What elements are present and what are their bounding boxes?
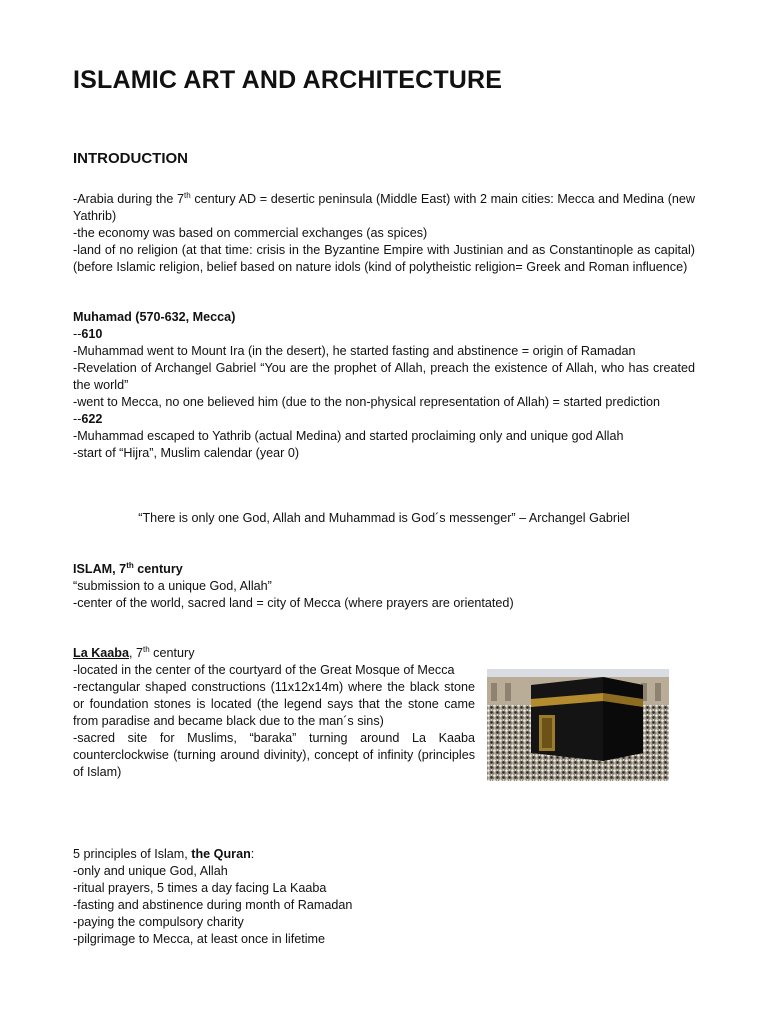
- principles-section: [73, 846, 695, 948]
- year-610: [73, 326, 695, 343]
- islam-line-2: -center of the world, sacred land = city of Mecca (where prayers are orientated): [73, 596, 514, 610]
- kaaba-section: [73, 645, 475, 781]
- year-610-value: 610: [81, 327, 103, 341]
- principles-intro: [73, 846, 695, 863]
- principles-intro-text: 5 principles of Islam,: [73, 847, 192, 861]
- kaaba-heading-sup: th: [143, 645, 150, 654]
- muhamad-heading: Muhamad (570-632, Mecca): [73, 310, 236, 324]
- kaaba-heading-title: La Kaaba: [73, 646, 129, 660]
- year-622-value: 622: [81, 412, 103, 426]
- kaaba-heading-rest: , 7: [129, 646, 144, 660]
- intro-p1-text: -Arabia during the 7: [73, 192, 185, 206]
- muhamad-line-4: -Muhammad escaped to Yathrib (actual Medina) and started proclaiming only and unique god Allah: [73, 429, 624, 443]
- intro-p1-sup: th: [184, 191, 191, 200]
- muhamad-section: [73, 309, 695, 462]
- year-622-prefix: --: [73, 412, 82, 426]
- year-610-prefix: --: [73, 327, 82, 341]
- islam-heading-text-cont: century: [133, 562, 183, 576]
- introduction-heading: INTRODUCTION: [73, 150, 188, 167]
- kaaba-line-3: -sacred site for Muslims, “baraka” turning around La Kaaba counterclockwise (turning around divinity), concept of infinity (principles of Islam): [73, 731, 475, 779]
- kaaba-line-2: -rectangular shaped constructions (11x12x14m) where the black stone or foundation stones is located (the legend says that the stone came from paradise and became black due to the man´s sins): [73, 680, 475, 728]
- islam-line-1: “submission to a unique God, Allah”: [73, 579, 272, 593]
- principle-item: -only and unique God, Allah: [73, 864, 228, 878]
- muhamad-line-3: -went to Mecca, no one believed him (due to the non-physical representation of Allah) = started prediction: [73, 395, 660, 409]
- principle-item: -fasting and abstinence during month of Ramadan: [73, 898, 353, 912]
- muhamad-line-1: -Muhammad went to Mount Ira (in the desert), he started fasting and abstinence = origin of Ramadan: [73, 344, 636, 358]
- kaaba-heading-rest-cont: century: [149, 646, 195, 660]
- intro-paragraph-1: [73, 191, 695, 225]
- principle-item: -ritual prayers, 5 times a day facing La Kaaba: [73, 881, 327, 895]
- kaaba-photo: [487, 669, 669, 781]
- year-622: [73, 411, 695, 428]
- kaaba-heading: [73, 645, 475, 662]
- islam-heading: [73, 561, 695, 578]
- principles-intro-colon: :: [250, 847, 255, 861]
- intro-p1-text-cont: century AD = desertic peninsula (Middle East) with 2 main cities: Mecca and Medina (new Yathrib): [73, 192, 695, 223]
- principle-item: -pilgrimage to Mecca, at least once in lifetime: [73, 932, 325, 946]
- islam-heading-text: ISLAM, 7: [73, 562, 127, 576]
- islam-section: [73, 561, 695, 612]
- principle-item: -paying the compulsory charity: [73, 915, 244, 929]
- principles-intro-bold: the Quran: [191, 847, 251, 861]
- document-title: ISLAMIC ART AND ARCHITECTURE: [73, 66, 503, 94]
- intro-paragraph-2: -the economy was based on commercial exchanges (as spices): [73, 226, 428, 240]
- muhamad-line-2: -Revelation of Archangel Gabriel “You are the prophet of Allah, preach the existence of Allah, who has created the world”: [73, 361, 695, 392]
- kaaba-line-1: -located in the center of the courtyard of the Great Mosque of Mecca: [73, 663, 455, 677]
- introduction-section: [73, 191, 695, 276]
- gabriel-quote: “There is only one God, Allah and Muhammad is God´s messenger” – Archangel Gabriel: [138, 511, 630, 525]
- kaaba-illustration: [487, 669, 669, 781]
- intro-paragraph-3: -land of no religion (at that time: crisis in the Byzantine Empire with Justinian and as Constantinople as capital) (before Islamic religion, belief based on nature idols (kind of polytheistic religion= Greek and Roman influence): [73, 243, 695, 274]
- muhamad-line-5: -start of “Hijra”, Muslim calendar (year 0): [73, 446, 300, 460]
- islam-heading-sup: th: [126, 561, 134, 570]
